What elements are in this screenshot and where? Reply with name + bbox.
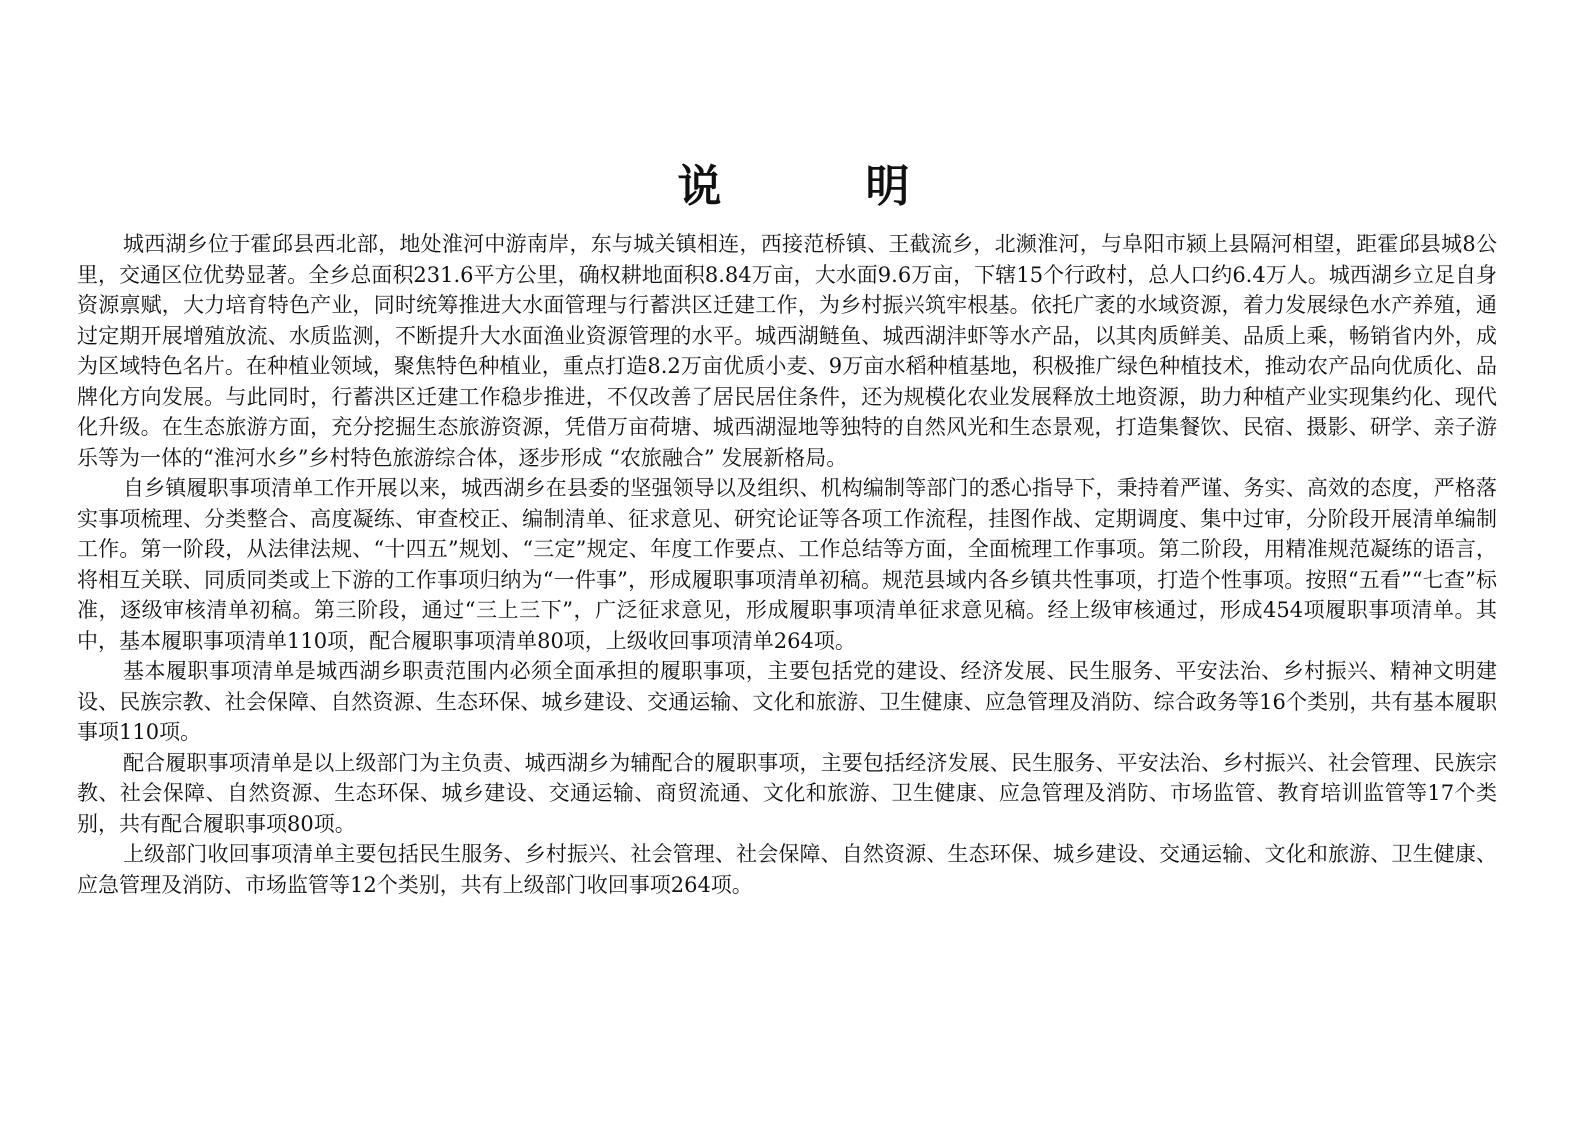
paragraph-overview: 城西湖乡位于霍邱县西北部，地处淮河中游南岸，东与城关镇相连，西接范桥镇、王截流乡，北濒淮河，与阜阳市颍上县隔河相望，距霍邱县城8公里，交通区位优势显著。全乡总面积231.6平方公里，确权耕地面积8.84万亩，大水面9.6万亩，下辖15个行政村，总人口约6.4万人。城西湖乡立足自身资源禀赋，大力培育特色产业，同时统筹推进大水面管理与行蓄洪区迁建工作，为乡村振兴筑牢根基。依托广袤的水域资源，着力发展绿色水产养殖，通过定期开展增殖放流、水质监测，不断提升大水面渔业资源管理的水平。城西湖鲢鱼、城西湖沣虾等水产品，以其肉质鲜美、品质上乘，畅销省内外，成为区域特色名片。在种植业领域，聚焦特色种植业，重点打造8.2万亩优质小麦、9万亩水稻种植基地，积极推广绿色种植技术，推动农产品向优质化、品牌化方向发展。与此同时，行蓄洪区迁建工作稳步推进，不仅改善了居民居住条件，还为规模化农业发展释放土地资源，助力种植产业实现集约化、现代化升级。在生态旅游方面，充分挖掘生态旅游资源，凭借万亩荷塘、城西湖湿地等独特的自然风光和生态景观，打造集餐饮、民宿、摄影、研学、亲子游乐等为一体的“淮河水乡”乡村特色旅游综合体，逐步形成 “农旅融合” 发展新格局。	[77, 232, 1497, 470]
document-body	[77, 229, 1497, 900]
paragraph-reclaimed-duties: 上级部门收回事项清单主要包括民生服务、乡村振兴、社会管理、社会保障、自然资源、生态环保、城乡建设、交通运输、文化和旅游、卫生健康、应急管理及消防、市场监管等12个类别，共有上级部门收回事项264项。	[77, 842, 1497, 897]
paragraph-basic-duties: 基本履职事项清单是城西湖乡职责范围内必须全面承担的履职事项，主要包括党的建设、经济发展、民生服务、平安法治、乡村振兴、精神文明建设、民族宗教、社会保障、自然资源、生态环保、城乡建设、交通运输、文化和旅游、卫生健康、应急管理及消防、综合政务等16个类别，共有基本履职事项110项。	[77, 659, 1497, 744]
page-title: 说 明	[677, 161, 960, 213]
paragraph-cooperative-duties: 配合履职事项清单是以上级部门为主负责、城西湖乡为辅配合的履职事项，主要包括经济发展、民生服务、平安法治、乡村振兴、社会管理、民族宗教、社会保障、自然资源、生态环保、城乡建设、交通运输、商贸流通、文化和旅游、卫生健康、应急管理及消防、市场监管、教育培训监管等17个类别，共有配合履职事项80项。	[77, 750, 1497, 836]
paragraph-process: 自乡镇履职事项清单工作开展以来，城西湖乡在县委的坚强领导以及组织、机构编制等部门的悉心指导下，秉持着严谨、务实、高效的态度，严格落实事项梳理、分类整合、高度凝练、审查校正、编制清单、征求意见、研究论证等各项工作流程，挂图作战、定期调度、集中过审，分阶段开展清单编制工作。第一阶段，从法律法规、“十四五”规划、“三定”规定、年度工作要点、工作总结等方面，全面梳理工作事项。第二阶段，用精准规范凝练的语言，将相互关联、同质同类或上下游的工作事项归纳为“一件事”，形成履职事项清单初稿。规范县域内各乡镇共性事项，打造个性事项。按照“五看”“七查”标准，逐级审核清单初稿。第三阶段，通过“三上三下”，广泛征求意见，形成履职事项清单征求意见稿。经上级审核通过，形成454项履职事项清单。其中，基本履职事项清单110项，配合履职事项清单80项，上级收回事项清单264项。	[77, 476, 1497, 653]
